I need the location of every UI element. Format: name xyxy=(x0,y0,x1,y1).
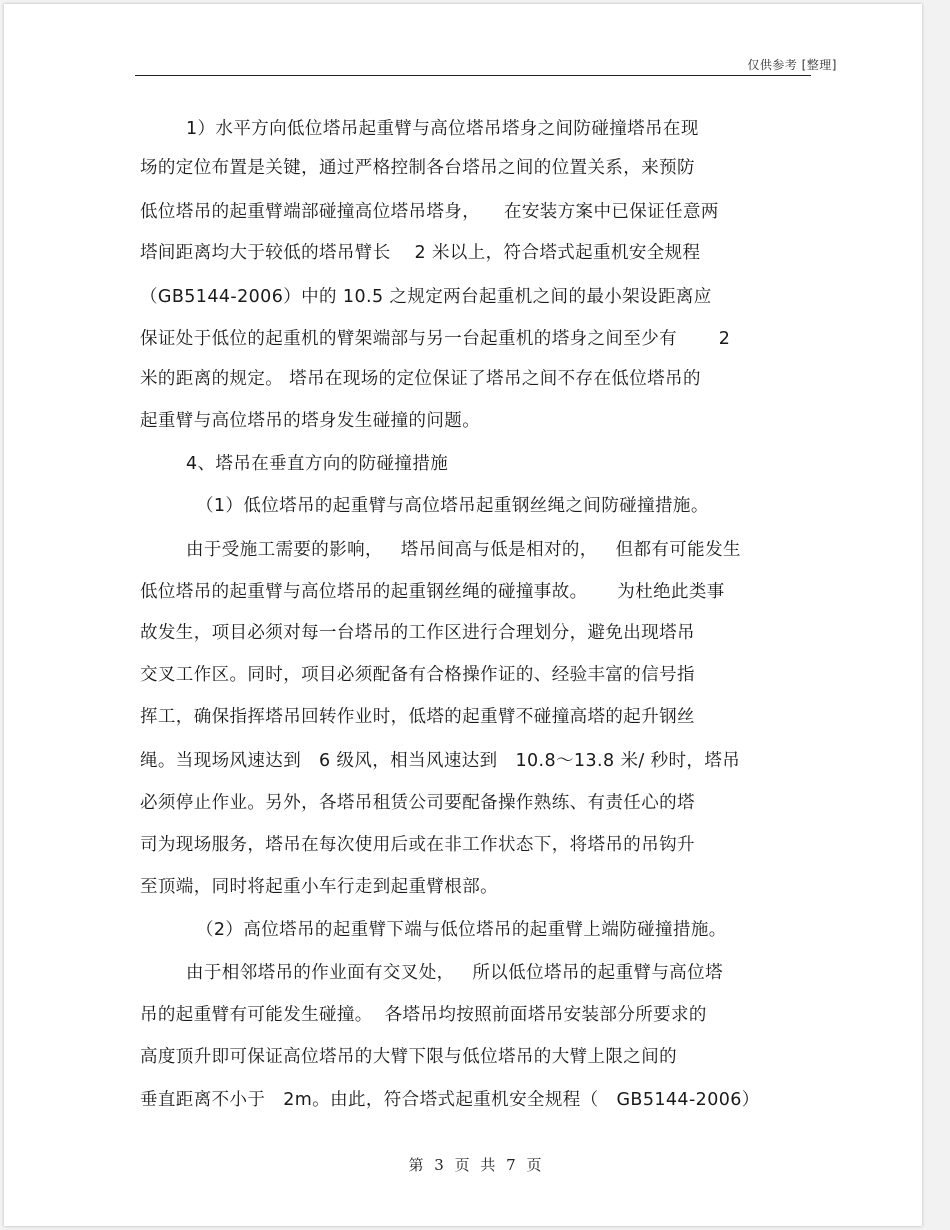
text-line: 故发生，项目必须对每一台塔吊的工作区进行合理划分，避免出现塔吊 xyxy=(140,623,695,643)
text-line: 垂直距离不小于 2m。由此，符合塔式起重机安全规程（ GB5144-2006） xyxy=(140,1090,760,1110)
text-line: 由于相邻塔吊的作业面有交叉处， 所以低位塔吊的起重臂与高位塔 xyxy=(186,963,723,983)
text-line: （GB5144-2006）中的 10.5 之规定两台起重机之间的最小架设距离应 xyxy=(140,287,712,307)
text-line: 吊的起重臂有可能发生碰撞。 各塔吊均按照前面塔吊安装部分所要求的 xyxy=(140,1005,707,1025)
page-number: 第 3 页 共 7 页 xyxy=(408,1156,542,1174)
text-line: 塔间距离均大于较低的塔吊臂长 2 米以上，符合塔式起重机安全规程 xyxy=(140,243,701,263)
text-line: （1）低位塔吊的起重臂与高位塔吊起重钢丝绳之间防碰撞措施。 xyxy=(196,496,709,516)
text-line: 至顶端，同时将起重小车行走到起重臂根部。 xyxy=(140,877,498,897)
header-divider xyxy=(135,75,811,76)
text-line: 米的距离的规定。 塔吊在现场的定位保证了塔吊之间不存在低位塔吊的 xyxy=(140,369,701,389)
text-line: 4、塔吊在垂直方向的防碰撞措施 xyxy=(186,454,449,474)
document-page xyxy=(4,4,922,1226)
text-line: 交叉工作区。同时，项目必须配备有合格操作证的、经验丰富的信号指 xyxy=(140,665,695,685)
text-line: 低位塔吊的起重臂与高位塔吊的起重钢丝绳的碰撞事故。 为杜绝此类事 xyxy=(140,582,725,602)
text-line: 绳。当现场风速达到 6 级风，相当风速达到 10.8～13.8 米/ 秒时，塔吊 xyxy=(140,751,741,771)
header-note: 仅供参考 [整理] xyxy=(747,58,837,72)
text-line: （2）高位塔吊的起重臂下端与低位塔吊的起重臂上端防碰撞措施。 xyxy=(196,920,727,940)
text-line: 1）水平方向低位塔吊起重臂与高位塔吊塔身之间防碰撞塔吊在现 xyxy=(186,119,699,139)
text-line: 必须停止作业。另外，各塔吊租赁公司要配备操作熟练、有责任心的塔 xyxy=(140,793,695,813)
text-line: 由于受施工需要的影响， 塔吊间高与低是相对的， 但都有可能发生 xyxy=(186,540,741,560)
text-line: 挥工，确保指挥塔吊回转作业时，低塔的起重臂不碰撞高塔的起升钢丝 xyxy=(140,707,695,727)
text-line: 低位塔吊的起重臂端部碰撞高位塔吊塔身， 在安装方案中已保证任意两 xyxy=(140,202,719,222)
text-line: 场的定位布置是关键，通过严格控制各台塔吊之间的位置关系，来预防 xyxy=(140,158,695,178)
text-line: 起重臂与高位塔吊的塔身发生碰撞的问题。 xyxy=(140,411,481,431)
text-line: 保证处于低位的起重机的臂架端部与另一台起重机的塔身之间至少有 2 xyxy=(140,329,731,349)
text-line: 司为现场服务，塔吊在每次使用后或在非工作状态下，将塔吊的吊钩升 xyxy=(140,835,695,855)
text-line: 高度顶升即可保证高位塔吊的大臂下限与低位塔吊的大臂上限之间的 xyxy=(140,1047,677,1067)
